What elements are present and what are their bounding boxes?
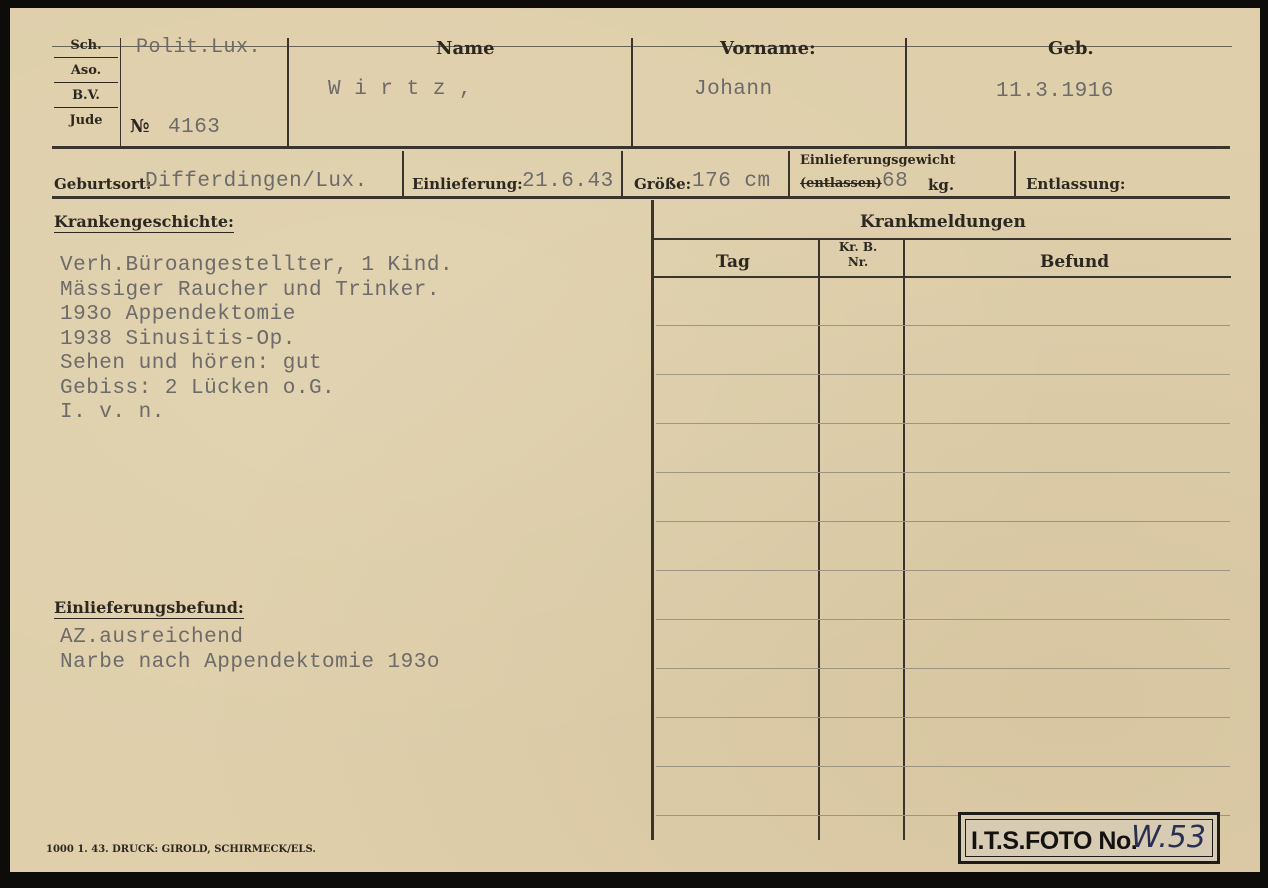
row2-divider-4 <box>1014 151 1016 197</box>
category-label-aso: Aso. <box>54 61 118 83</box>
number-value: 4163 <box>168 116 221 139</box>
groesse-label: Größe: <box>634 175 692 193</box>
groesse-value: 176 cm <box>692 170 771 193</box>
krankengeschichte-line: Mässiger Raucher und Trinker. <box>60 278 440 302</box>
einlieferungsbefund-line: Narbe nach Appendektomie 193o <box>60 650 440 674</box>
krankengeschichte-text <box>60 254 453 426</box>
table-title-rule <box>653 238 1231 240</box>
row2-divider-1 <box>402 151 404 197</box>
krankengeschichte-label: Krankengeschichte: <box>54 212 234 231</box>
table-row-rule <box>656 570 1230 571</box>
category-labels <box>54 36 118 131</box>
table-col-divider-2 <box>903 240 905 840</box>
header-divider-1 <box>287 38 289 146</box>
prisoner-record-card <box>10 8 1260 872</box>
table-row-rule <box>656 619 1230 620</box>
table-col-divider-1 <box>818 240 820 840</box>
geburtsort-value: Differdingen/Lux. <box>145 170 368 193</box>
name-label: Name <box>436 38 495 59</box>
table-row-rule <box>656 717 1230 718</box>
entlassung-label: Entlassung: <box>1026 175 1126 193</box>
krankengeschichte-line: 1938 Sinusitis-Op. <box>60 327 296 351</box>
header-bottom-rule <box>52 146 1230 149</box>
krankengeschichte-line: I. v. n. <box>60 401 165 424</box>
col-header-tag: Tag <box>716 252 750 272</box>
category-value: Polit.Lux. <box>136 36 262 59</box>
table-left-border <box>651 200 654 840</box>
stamp-value: W.53 <box>1131 820 1206 855</box>
row2-divider-2 <box>621 151 623 197</box>
table-row-rule <box>656 668 1230 669</box>
table-row-rule <box>656 472 1230 473</box>
stamp-label: I.T.S.FOTO No. <box>971 827 1138 855</box>
number-symbol: № <box>130 116 150 137</box>
table-row-rule <box>656 766 1230 767</box>
krankengeschichte-line: Verh.Büroangestellter, 1 Kind. <box>60 254 454 277</box>
table-row-rule <box>656 374 1230 375</box>
col-header-befund: Befund <box>1040 252 1110 272</box>
einlieferungsbefund-text <box>60 626 440 675</box>
category-divider <box>120 38 121 146</box>
krankengeschichte-line: Gebiss: 2 Lücken o.G. <box>60 376 336 400</box>
krankmeldungen-title: Krankmeldungen <box>860 212 1026 232</box>
category-label-bv: B.V. <box>54 86 118 108</box>
einlieferungsbefund-label: Einlieferungsbefund: <box>54 598 244 617</box>
header-divider-2 <box>631 38 633 146</box>
printer-imprint: 1000 1. 43. DRUCK: GIROLD, SCHIRMECK/ELS. <box>46 844 316 855</box>
its-foto-stamp <box>958 812 1220 864</box>
krankengeschichte-line: Sehen und hören: gut <box>60 352 323 375</box>
table-row-rule <box>656 521 1230 522</box>
gewicht-unit: kg. <box>928 176 955 194</box>
row2-divider-3 <box>788 151 790 197</box>
vorname-value: Johann <box>694 78 773 101</box>
name-value: W i r t z , <box>328 78 473 101</box>
einlieferung-value: 21.6.43 <box>522 170 614 193</box>
header-divider-3 <box>905 38 907 146</box>
table-row-rule <box>656 325 1230 326</box>
category-label-sch: Sch. <box>54 36 118 58</box>
vorname-label: Vorname: <box>720 38 816 59</box>
col-header-krb-nr: Kr. B. Nr. <box>838 240 878 269</box>
einlieferung-label: Einlieferung: <box>412 175 523 193</box>
gewicht-label: Einlieferungsgewicht <box>800 153 956 168</box>
table-header-rule <box>653 276 1231 278</box>
krankengeschichte-line: 193o Appendektomie <box>60 303 296 326</box>
table-row-rule <box>656 423 1230 424</box>
gewicht-value: 68 <box>882 170 909 193</box>
geb-value: 11.3.1916 <box>996 80 1114 103</box>
category-label-jude: Jude <box>69 113 103 128</box>
geb-label: Geb. <box>1048 38 1094 59</box>
geburtsort-label: Geburtsort: <box>54 175 152 193</box>
einlieferungsbefund-line: AZ.ausreichend <box>60 626 244 649</box>
gewicht-sublabel: (entlassen) <box>800 176 882 191</box>
row2-bottom-rule <box>52 196 1230 199</box>
